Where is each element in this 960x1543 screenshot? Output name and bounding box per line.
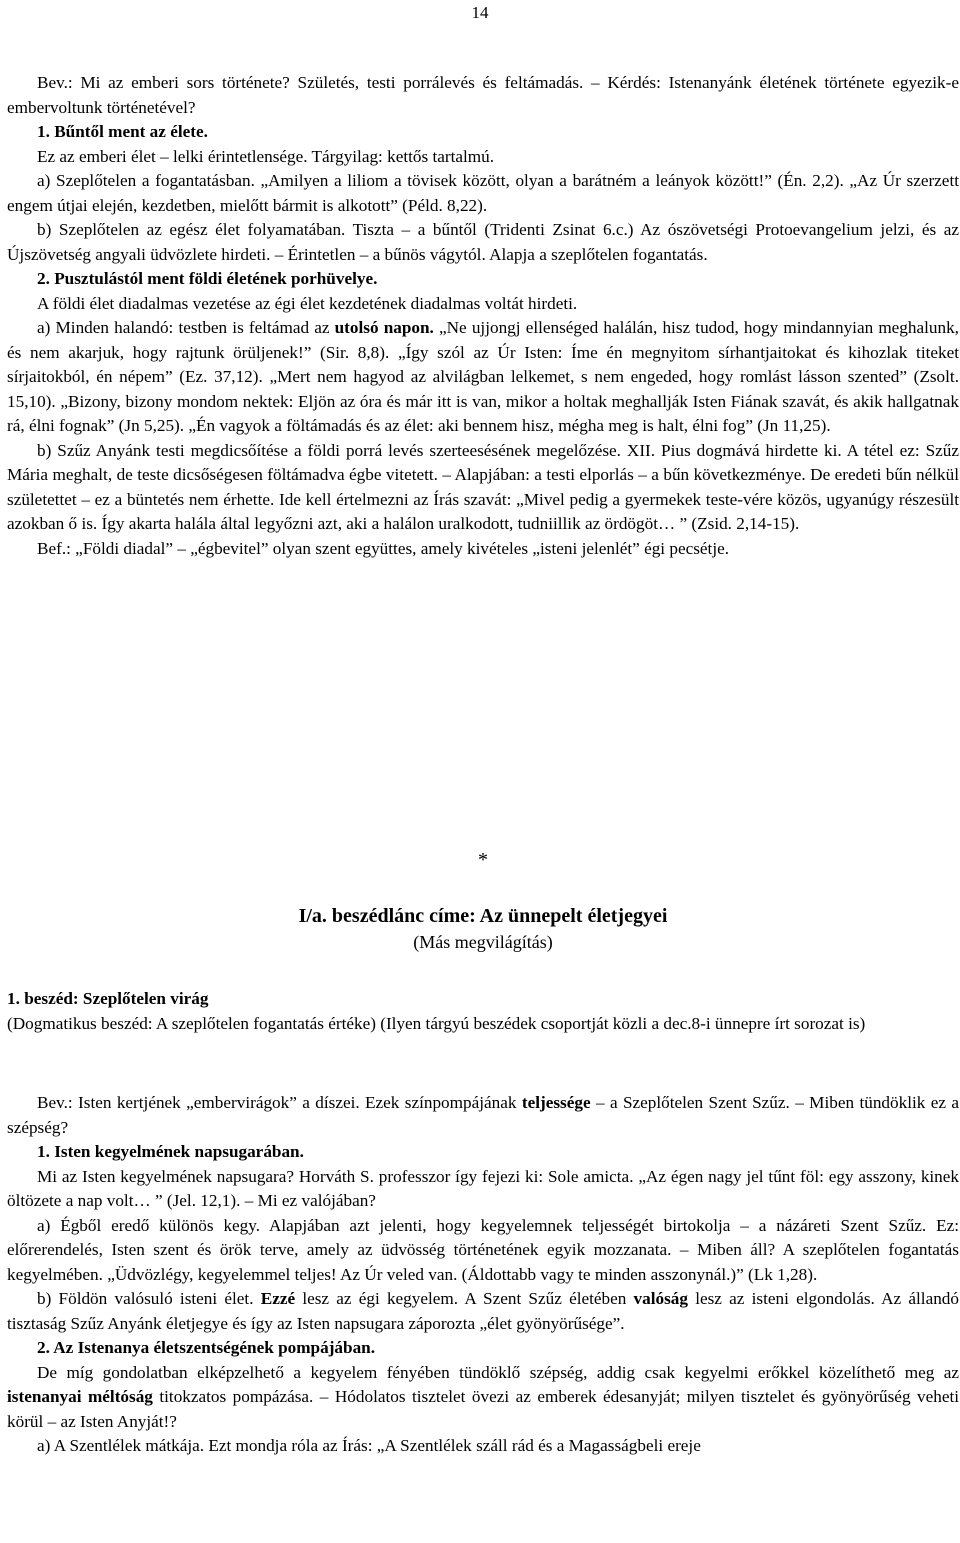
paragraph [7, 1434, 959, 1459]
separator-asterisk: * [478, 849, 488, 871]
text-run: b) Szűz Anyánk testi megdicsőítése a földi porrá levés szerteesésének megelőzése. XII. Pius dogmává hirdette ki. A tétel ez: Szűz Mária meghalt, de teste dicsőségesen föltámadva égbe vitetett. – Alapjában: a testi elporlás – a bűn következménye. De eredeti bűn nélkül születettet – ez a büntetés nem érhette. Ide kell értelmezni az Írás szavát: „Mivel pedig a gyermekek teste-vére közös, ugyanúgy részesült azokban ő is. Így akarta halála által legyőzni azt, aki a halálon uralkodott, tudniillik az ördögöt… ” (Zsid. 2,14-15). [7, 440, 959, 533]
bold-text: 2. Az Istenanya életszentségének pompájában. [37, 1338, 376, 1357]
bold-text: istenanyai méltóság [7, 1387, 153, 1406]
sermon-note: (Dogmatikus beszéd: A szeplőtelen fogantatás értéke) (Ilyen tárgyú beszédek csoportját közli a dec.8-i ünnepre írt sorozat is) [7, 1014, 866, 1033]
part-one-text [7, 71, 959, 561]
bold-text: 1. Isten kegyelmének napsugarában. [37, 1142, 304, 1161]
paragraph [7, 1214, 959, 1288]
paragraph [7, 1287, 959, 1336]
paragraph [7, 1165, 959, 1214]
paragraph [7, 439, 959, 537]
text-run: Bev.: Mi az emberi sors története? Születés, testi porrálevés és feltámadás. – Kérdés: Istenanyánk életének története egyezik-e embervoltunk történetével? [7, 73, 959, 117]
bold-text: 2. Pusztulástól ment földi életének porhüvelye. [37, 269, 378, 288]
section-1-heading [7, 120, 959, 145]
paragraph [7, 145, 959, 170]
text-run: a) Szeplőtelen a fogantatásban. „Amilyen a liliom a tövisek között, olyan a barátném a leányok között!” (Én. 2,2). „Az Úr szerzett engem útjai elején, kezdetben, mielőtt bármit is alkotott” (Péld. 8,22). [7, 171, 959, 215]
page-number: 14 [471, 3, 489, 22]
bold-text: teljessége [521, 1093, 591, 1112]
text-run: Bef.: „Földi diadal” – „égbevitel” olyan szent együttes, amely kivételes „isteni jelenlét” égi pecsétje. [37, 538, 730, 558]
text-run: – a Szeplőtelen Szent Szűz. – Miben tündöklik ez a szépség? [7, 1093, 959, 1137]
text-run: a) Égből eredő különös kegy. Alapjában azt jelenti, hogy kegyelemnek teljességét birtokolja – a názáreti Szent Szűz. Ez: előrerendelés, Isten szent és örök terve, amely az üdvösség történetének egyik mozzanata. – Miben áll? A szeplőtelen fogantatás kegyelmében. „Üdvözlégy, kegyelemmel teljes! Az Úr veled van. (Áldottabb vagy te minden asszonynál.)” (Lk 1,28). [7, 1215, 959, 1284]
intro-paragraph [7, 71, 959, 120]
text-run: Mi az Isten kegyelmének napsugara? Horváth S. professzor így fejezi ki: Sole amicta. „Az égen nagy jel tűnt föl: egy asszony, kinek öltözete a nap volt… ” (Jel. 12,1). – Mi ez valójában? [7, 1166, 959, 1210]
text-run: b) Szeplőtelen az egész élet folyamatában. Tiszta – a bűntől (Tridenti Zsinat 6.c.) Az ószövetségi Protoevangelium jelzi, és az Újszövetség angyali üdvözlete hirdeti. – Érintetlen – a bűnös vágytól. Alapja a szeplőtelen fogantatás. [7, 220, 959, 264]
text-run: a) Minden halandó: testben is feltámad az [37, 318, 335, 337]
section-1-heading [7, 1140, 959, 1165]
text-run: „Ne ujjongj ellenséged halálán, hisz tudod, hogy mindannyian meghalunk, és nem akarjuk, hogy rajtunk örüljenek!” (Sir. 8,8). „Így szól az Úr Isten: Íme én megnyitom sírhantjaitokat és kihozlak titeket sírjaitokból, én népem” (Ez. 37,12). „Mert nem hagyod az alvilágban lelkemet, s nem engeded, hogy romlást lásson szented” (Zsolt. 15,10). „Bizony, bizony mondom nektek: Eljön az óra és már itt is van, mikor a holtak meghallják Isten Fiának szavát, és akik hallgatnak rá, élni fognak” (Jn 5,25). „Én vagyok a föltámadás és az élet: aki bennem hisz, mégha meg is halt, élni fog” (Jn 11,25). [7, 318, 959, 435]
paragraph [7, 316, 959, 439]
chain-subtitle: (Más megvilágítás) [413, 932, 553, 952]
paragraph [7, 169, 959, 218]
text-run: Ez az emberi élet – lelki érintetlensége. Tárgyilag: kettős tartalmú. [37, 146, 495, 166]
part-two-text [7, 1091, 959, 1459]
text-run: a) A Szentlélek mátkája. Ezt mondja róla az Írás: „A Szentlélek száll rád és a Magasságbeli ereje [37, 1436, 701, 1455]
paragraph [7, 292, 959, 317]
paragraph [7, 537, 959, 562]
text-run: titokzatos pompázása. – Hódolatos tisztelet övezi az emberek édesanyját; milyen tisztelet és gyönyörűség veheti körül – az Isten Anyját!? [7, 1387, 960, 1431]
bold-text: Ezzé [260, 1289, 296, 1308]
section-2-heading [7, 1336, 959, 1361]
bold-text: 1. Bűntől ment az élete. [37, 122, 208, 141]
sermon-heading: 1. beszéd: Szeplőtelen virág [7, 989, 209, 1008]
bold-text: valóság [633, 1289, 688, 1308]
bold-text: utolsó napon. [334, 318, 434, 337]
section-2-heading [7, 267, 959, 292]
text-run: A földi élet diadalmas vezetése az égi élet kezdetének diadalmas voltát hirdeti. [37, 293, 578, 313]
chain-title: I/a. beszédlánc címe: Az ünnepelt életjegyei [298, 905, 668, 927]
text-run: lesz az isteni elgondolás. Az állandó tisztaság Szűz Anyánk életjegye és így az Isten napsugara záporozta „élet gyönyörűsége”. [7, 1289, 959, 1333]
text-run: Bev.: Isten kertjének „embervirágok” a díszei. Ezek színpompájának [37, 1093, 522, 1112]
paragraph [7, 218, 959, 267]
text-run: b) Földön valósuló isteni élet. [37, 1289, 261, 1308]
text-run: De míg gondolatban elképzelhető a kegyelem fényében tündöklő szépség, addig csak kegyelmi erőkkel közelíthető meg az [37, 1362, 959, 1382]
sermon-note-wrap [7, 1012, 959, 1037]
intro-paragraph [7, 1091, 959, 1140]
paragraph [7, 1361, 959, 1435]
text-run: lesz az égi kegyelem. A Szent Szűz életében [295, 1289, 634, 1308]
